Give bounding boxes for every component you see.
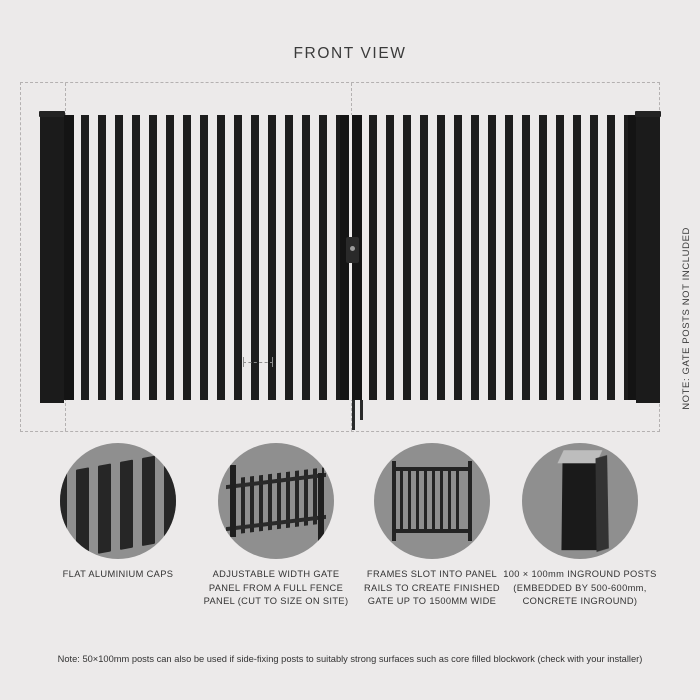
detail-caption: 100 × 100mm INGROUND POSTS (EMBEDDED BY 500-600mm, CONCRETE INGROUND) xyxy=(503,569,657,606)
detail-frame-slot xyxy=(352,443,512,609)
detail-caption: FLAT ALUMINIUM CAPS xyxy=(62,569,174,579)
leaf-stile-left-outer xyxy=(64,115,74,400)
detail-callouts xyxy=(0,443,700,653)
dimension-cap-right xyxy=(272,357,273,367)
detail-circle xyxy=(374,443,490,559)
gate-posts-note: NOTE: GATE POSTS NOT INCLUDED xyxy=(681,227,692,410)
frame-rail-bottom xyxy=(392,529,472,533)
detail-circle xyxy=(218,443,334,559)
detail-circle xyxy=(60,443,176,559)
dimension-line xyxy=(243,362,273,363)
page-title: FRONT VIEW xyxy=(293,45,407,62)
footer-note: Note: 50×100mm posts can also be used if side-fixing posts to suitably strong surfaces such as core filled blockwork (check with your installer) xyxy=(57,654,643,664)
flat-cap-slats-icon xyxy=(60,448,176,559)
detail-adjustable-panel xyxy=(196,443,356,609)
frame-rail-top xyxy=(392,467,472,471)
gate-front-view-drawing xyxy=(0,75,700,435)
detail-inground-post xyxy=(500,443,660,609)
post-cap-right xyxy=(635,111,661,117)
gate-leaf-right xyxy=(352,115,638,400)
drop-bolt-primary xyxy=(352,400,355,430)
picket-infill-right xyxy=(352,115,638,400)
post-side-face xyxy=(596,455,609,552)
gate-post-right xyxy=(636,115,660,403)
post-cap-left xyxy=(39,111,65,117)
dimension-cap-left xyxy=(243,357,244,367)
detail-caption: ADJUSTABLE WIDTH GATE PANEL FROM A FULL FENCE PANEL (CUT TO SIZE ON SITE) xyxy=(203,569,349,606)
panel-post-right xyxy=(318,473,324,545)
drop-bolt-secondary xyxy=(360,400,363,420)
picket-gap-dimension xyxy=(243,357,273,367)
gate-post-left xyxy=(40,115,64,403)
detail-circle xyxy=(522,443,638,559)
gate-lock-icon xyxy=(346,237,359,263)
gate-leaf-left xyxy=(64,115,350,400)
panel-post-left xyxy=(230,465,236,537)
picket-infill-left xyxy=(64,115,350,400)
inground-post-icon xyxy=(561,459,598,551)
detail-caption: FRAMES SLOT INTO PANEL RAILS TO CREATE FINISHED GATE UP TO 1500MM WIDE xyxy=(363,569,500,606)
frame-slot-rails-icon xyxy=(400,469,464,531)
detail-flat-caps xyxy=(38,443,198,582)
